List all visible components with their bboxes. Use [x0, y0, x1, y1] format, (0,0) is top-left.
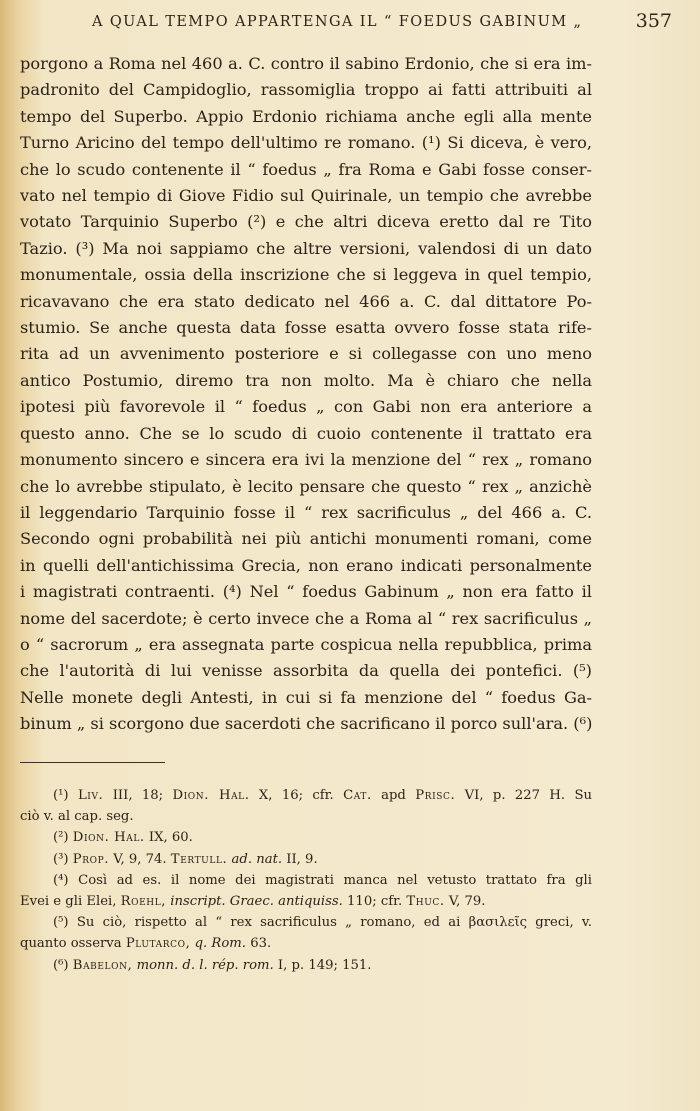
text-line: porgono a Roma nel 460 a. C. contro il sabino Erdonio, che si era im- [20, 54, 592, 73]
footnote-5: (⁵) Su ciò, rispetto al “ rex sacrificulus „ romano, ed ai βασιλεῖς greci, v. [53, 915, 592, 931]
running-head: A QUAL TEMPO APPARTENGA IL “ FOEDUS GABINUM „ [92, 14, 583, 30]
text-line: rita ad un avvenimento posteriore e si collegasse con uno meno [20, 344, 592, 364]
page-number: 357 [635, 10, 672, 32]
text-line: ipotesi più favorevole il “ foedus „ con Gabi non era anteriore a [20, 397, 592, 417]
text-line: che lo scudo contenente il “ foedus „ fra Roma e Gabi fosse conser- [20, 159, 592, 179]
footnotes [20, 785, 592, 976]
footnote-1: (¹) Liv. III, 18; Dion. Hal. X, 16; cfr. Cat. apd Prisc. VI, p. 227 H. Su [53, 788, 592, 803]
text-line: binum „ si scorgono due sacerdoti che sacrificano il porco sull'ara. (⁶) [20, 714, 593, 734]
text-line: nome del sacerdote; è certo invece che a Roma al “ rex sacrificulus „ [20, 608, 592, 628]
text-line: che lo avrebbe stipulato, è lecito pensare che questo “ rex „ anzichè [20, 476, 592, 496]
footnote-3: (³) Prop. V, 9, 74. Tertull. ad. nat. II, 9. [53, 851, 318, 867]
text-line: monumento sincero e sincera era ivi la menzione del “ rex „ romano [20, 450, 592, 470]
footnote-2: (²) Dion. Hal. IX, 60. [53, 830, 193, 846]
footnote-4: (⁴) Così ad es. il nome dei magistrati manca nel vetusto trattato fra gli [53, 872, 592, 888]
text-line: il leggendario Tarquinio fosse il “ rex sacrificulus „ del 466 a. C. [20, 502, 592, 522]
text-line: ricavavano che era stato dedicato nel 466 a. C. dal dittatore Po- [20, 291, 592, 311]
text-line: Secondo ogni probabilità nei più antichi monumenti romani, come [20, 529, 592, 549]
footnote-5-continued: quanto osserva Plutarco, q. Rom. 63. [20, 936, 272, 952]
text-line: tempo del Superbo. Appio Erdonio richiama anche egli alla mente [20, 106, 592, 126]
text-line: stumio. Se anche questa data fosse esatta ovvero fosse stata rife- [20, 318, 592, 338]
text-line: che l'autorità di lui venisse assorbita da quella dei pontefici. (⁵) [20, 661, 592, 681]
text-line: vato nel tempio di Giove Fidio sul Quirinale, un tempio che avrebbe [20, 186, 592, 206]
footnote-4-continued: Evei e gli Elei, Roehl, inscript. Graec. antiquiss. 110; cfr. Thuc. V, 79. [20, 894, 486, 910]
text-line: antico Postumio, diremo tra non molto. Ma è chiaro che nella [20, 370, 592, 390]
footnote-6: (⁶) Babelon, monn. d. l. rép. rom. I, p. 149; 151. [53, 957, 372, 973]
text-line: monumentale, ossia della inscrizione che si leggeva in quel tempio, [20, 265, 592, 285]
body-text [20, 51, 592, 738]
text-line: votato Tarquinio Superbo (²) e che altri diceva eretto dal re Tito [20, 212, 592, 232]
text-line: Nelle monete degli Antesti, in cui si fa menzione del “ foedus Ga- [20, 687, 592, 707]
text-line: Turno Aricino del tempo dell'ultimo re romano. (¹) Si diceva, è vero, [20, 133, 592, 153]
footnote-rule [20, 762, 165, 763]
page-header [20, 10, 680, 38]
text-line: o “ sacrorum „ era assegnata parte cospicua nella repubblica, prima [20, 634, 592, 654]
text-line: i magistrati contraenti. (⁴) Nel “ foedus Gabinum „ non era fatto il [20, 582, 592, 602]
footnote-1-continued: ciò v. al cap. seg. [20, 809, 134, 825]
text-line: Tazio. (³) Ma noi sappiamo che altre versioni, valendosi di un dato [20, 238, 592, 258]
text-line: padronito del Campidoglio, rassomiglia troppo ai fatti attribuiti al [20, 80, 592, 100]
text-line: questo anno. Che se lo scudo di cuoio contenente il trattato era [20, 423, 592, 443]
text-line: in quelli dell'antichissima Grecia, non erano indicati personalmente [20, 555, 592, 575]
